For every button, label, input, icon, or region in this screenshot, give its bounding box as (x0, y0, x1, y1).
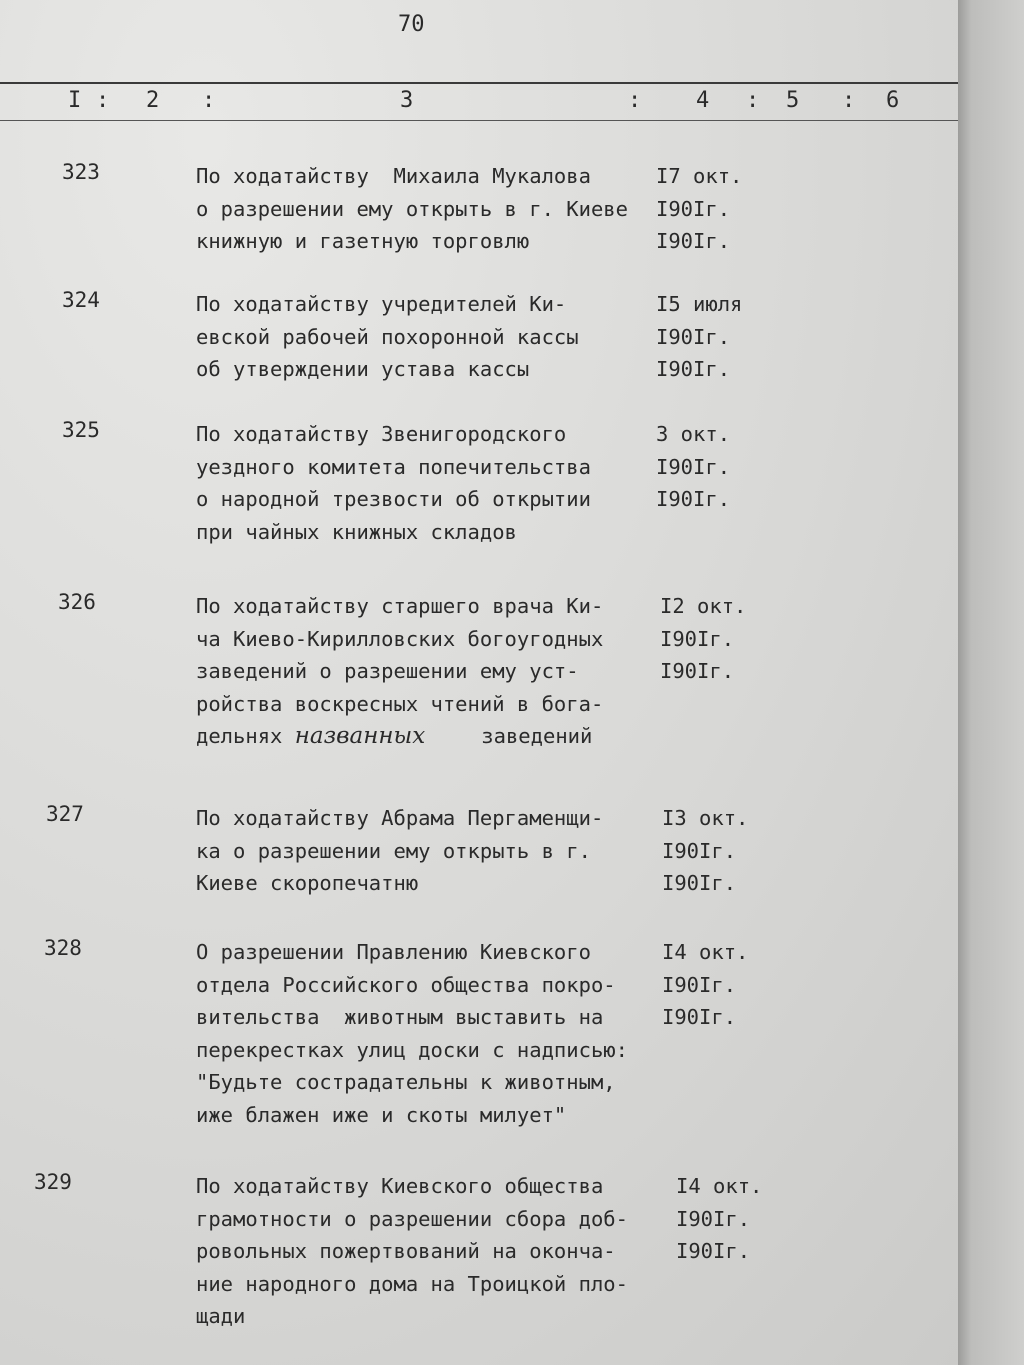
column-separator: : (96, 88, 110, 113)
entry-dates (676, 1170, 762, 1268)
description-line: По ходатайству учредителей Ки- (196, 292, 567, 316)
entry-number: 328 (44, 936, 82, 960)
column-header-4: 4 (696, 88, 710, 113)
entry-description (196, 288, 656, 386)
date-line: I90Iг. (656, 487, 731, 511)
entry-number: 327 (46, 802, 84, 826)
description-line: о народной трезвости об открытии (196, 487, 591, 511)
description-line: ройства воскресных чтений в бога- (196, 691, 604, 716)
entry-number: 326 (58, 590, 96, 614)
entry-description (196, 160, 656, 258)
description-line: грамотности о разрешении сбора доб- (196, 1206, 628, 1231)
column-headers (0, 84, 958, 118)
entry-description (196, 1170, 656, 1333)
column-header-3: 3 (400, 88, 414, 113)
column-separator: : (628, 88, 642, 113)
entry-dates (660, 590, 746, 688)
column-separator: : (746, 88, 760, 113)
description-line: По ходатайству Киевского общества (196, 1174, 604, 1198)
entry-description (196, 590, 656, 753)
description-line: отдела Российского общества покро- (196, 972, 616, 997)
description-line: ровольных пожертвований на оконча- (196, 1239, 616, 1263)
date-line: I90Iг. (676, 1206, 751, 1231)
description-line: уездного комитета попечительства (196, 454, 591, 479)
description-line: ча Киево-Кирилловских богоугодных (196, 626, 604, 651)
column-header-5: 5 (786, 88, 800, 113)
date-line: I90Iг. (662, 871, 737, 895)
description-line: при чайных книжных складов (196, 519, 517, 544)
entry-description (196, 936, 656, 1131)
description-line: По ходатайству старшего врача Ки- (196, 594, 604, 618)
entry-dates (662, 936, 748, 1034)
column-header-2: 2 (146, 88, 160, 113)
entry-dates (656, 160, 742, 258)
description-line: ние народного дома на Троицкой пло- (196, 1271, 628, 1296)
description-line: ка о разрешении ему открыть в г. (196, 838, 591, 863)
entry-description (196, 418, 656, 548)
description-text: заведений (481, 724, 593, 748)
description-line: щади (196, 1304, 246, 1328)
description-line: заведений о разрешении ему уст- (196, 659, 579, 683)
date-line: I90Iг. (656, 229, 731, 253)
entry-dates (662, 802, 748, 900)
entry-number: 325 (62, 418, 100, 442)
entry-dates (656, 288, 742, 386)
date-line: 3 окт. (656, 422, 731, 446)
page-number: 70 (398, 12, 425, 37)
description-line: "Будьте сострадательны к животным, (196, 1070, 616, 1094)
date-line: I4 окт. (662, 940, 749, 964)
description-line: перекрестках улиц доски с надписью: (196, 1037, 628, 1062)
entry-number: 324 (62, 288, 100, 312)
date-line: I7 окт. (656, 164, 743, 188)
date-line: I90Iг. (656, 196, 731, 221)
date-line: I4 окт. (676, 1174, 763, 1198)
description-line (196, 720, 656, 753)
date-line: I3 окт. (662, 806, 749, 830)
date-line: I90Iг. (656, 454, 731, 479)
entry-number: 329 (34, 1170, 72, 1194)
date-line: I5 июля (656, 292, 743, 316)
description-line: евской рабочей похоронной кассы (196, 324, 579, 349)
entry-description (196, 802, 656, 900)
date-line: I90Iг. (662, 838, 737, 863)
description-line: По ходатайству Михаила Мукалова (196, 164, 591, 188)
description-line: вительства животным выставить на (196, 1005, 604, 1029)
description-line: об утверждении устава кассы (196, 357, 530, 381)
page-edge-shadow (958, 0, 1024, 1365)
handwritten-insertion: названных (294, 723, 426, 749)
description-line: о разрешении ему открыть в г. Киеве (196, 196, 628, 221)
description-line: книжную и газетную торговлю (196, 229, 530, 253)
description-line: По ходатайству Звенигородского (196, 422, 567, 446)
column-separator: : (202, 88, 216, 113)
date-line: I90Iг. (656, 324, 731, 349)
description-line: иже блажен иже и скоты милует" (196, 1102, 567, 1127)
date-line: I90Iг. (662, 972, 737, 997)
date-line: I90Iг. (662, 1005, 737, 1029)
description-line: Киеве скоропечатню (196, 871, 419, 895)
column-header-1: I (68, 88, 82, 113)
date-line: I90Iг. (656, 357, 731, 381)
date-line: I90Iг. (660, 626, 735, 651)
date-line: I90Iг. (660, 659, 735, 683)
entry-number: 323 (62, 160, 100, 184)
description-text: дельнях (196, 724, 295, 748)
description-line: По ходатайству Абрама Пергаменщи- (196, 806, 604, 830)
column-header-6: 6 (886, 88, 900, 113)
header-rule-bottom (0, 120, 958, 121)
column-separator: : (842, 88, 856, 113)
date-line: I90Iг. (676, 1239, 751, 1263)
date-line: I2 окт. (660, 594, 747, 618)
entry-dates (656, 418, 730, 516)
description-line: О разрешении Правлению Киевского (196, 940, 591, 964)
